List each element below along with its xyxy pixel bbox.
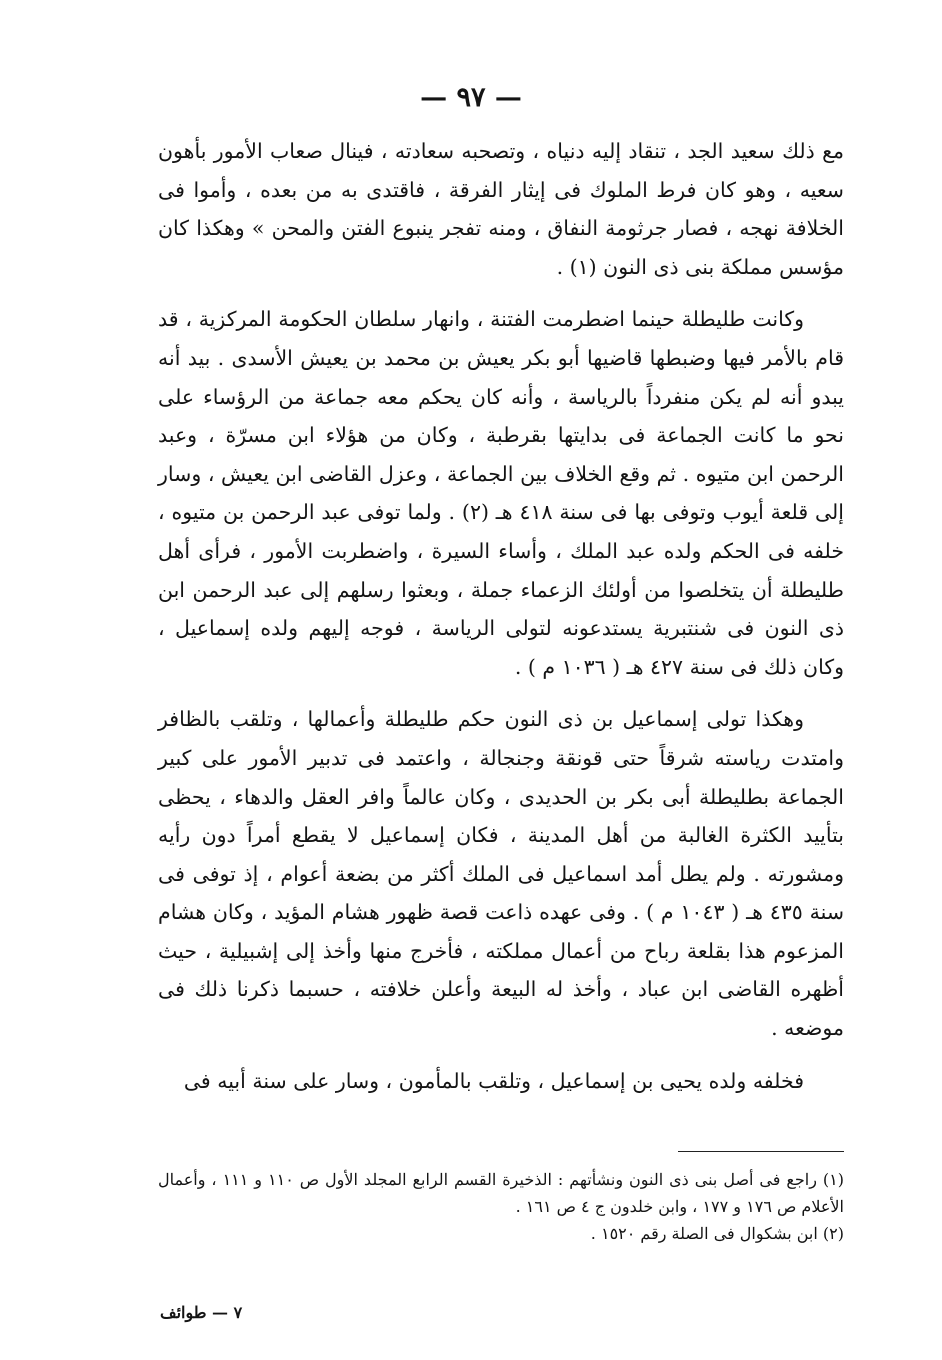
signature-mark: ٧ — طوائف [160,1303,243,1322]
footnote: (١) راجع فى أصل بنى ذى النون ونشأتهم : الذخيرة القسم الرابع المجلد الأول ص ١١٠ و ١١١ ، وأعمال الأعلام ص ١٧٦ و ١٧٧ ، وابن خلدون ج ٤ ص ١٦١ . [158,1170,844,1216]
paragraph: وكانت طليطلة حينما اضطرمت الفتنة ، وانهار سلطان الحكومة المركزية ، قد قام بالأمر فيها وضبطها قاضيها أبو بكر يعيش بن محمد بن يعيش الأسدى . بيد أنه يبدو أنه لم يكن منفرداً بالرياسة ، وأنه كان يحكم معه جماعة من الرؤساء على نحو ما كانت الجماعة فى بدايتها بقرطبة ، وكان من هؤلاء ابن مسرّة ، وعبد الرحمن ابن متيوه . ثم وقع الخلاف بين الجماعة ، وعزل القاضى ابن يعيش ، وسار إلى قلعة أيوب وتوفى بها فى سنة ٤١٨ هـ (٢) . ولما توفى عبد الرحمن بن متيوه ، خلفه فى الحكم ولده عبد الملك ، وأساء السيرة ، واضطربت الأمور ، فرأى أهل طليطلة أن يتخلصوا من أولئك الزعماء جملة ، وبعثوا رسلهم إلى عبد الرحمن ابن ذى النون فى شنتبرية يستدعونه لتولى الرياسة ، فوجه إليهم ولده إسماعيل ، وكان ذلك فى سنة ٤٢٧ هـ ( ١٠٣٦ م ) . [158,307,845,679]
footnote-separator [678,1151,844,1152]
paragraph: فخلفه ولده يحيى بن إسماعيل ، وتلقب بالمأمون ، وسار على سنة أبيه فى [183,1068,804,1093]
paragraph: مع ذلك سعيد الجد ، تنقاد إليه دنياه ، وتصحبه سعادته ، فينال صعاب الأمور بأهون سعيه ، وهو كان فرط الملوك فى إيثار الفرقة ، فاقتدى به من بعده ، وأموا فى الخلافة نهجه ، فصار جرثومة النفاق ، ومنه تفجر ينبوع الفتن والمحن » وهكذا كان مؤسس مملكة بنى ذى النون (١) . [158,139,844,279]
footnotes [158,1166,844,1247]
page-number: — ٩٧ — [420,82,522,113]
paragraph: وهكذا تولى إسماعيل بن ذى النون حكم طليطلة وأعمالها ، وتلقب بالظافر وامتدت رياسته شرقاً حتى قونقة وجنجالة ، واعتمد فى تدبير الأمور على كبير الجماعة بطليطلة أبى بكر بن الحديدى ، وكان عالماً وافر العقل والدهاء ، يحظى بتأييد الكثرة الغالبة من أهل المدينة ، فكان إسماعيل لا يقطع أمراً دون رأيه ومشورته . ولم يطل أمد اسماعيل فى الملك أكثر من بضعة أعوام ، إذ توفى فى سنة ٤٣٥ هـ ( ١٠٤٣ م ) . وفى عهده ذاعت قصة ظهور هشام المؤيد ، وكان هشام المزعوم هذا بقلعة رباح من أعمال مملكته ، فأخرج منها وأخذ إلى إشبيلية ، حيث أظهره القاضى ابن عباد ، وأخذ له البيعة وأعلن خلافته ، حسبما ذكرنا ذلك فى موضعه . [158,707,844,1041]
body-text [158,132,844,1100]
footnote: (٢) ابن بشكوال فى الصلة رقم ١٥٢٠ . [590,1224,844,1243]
